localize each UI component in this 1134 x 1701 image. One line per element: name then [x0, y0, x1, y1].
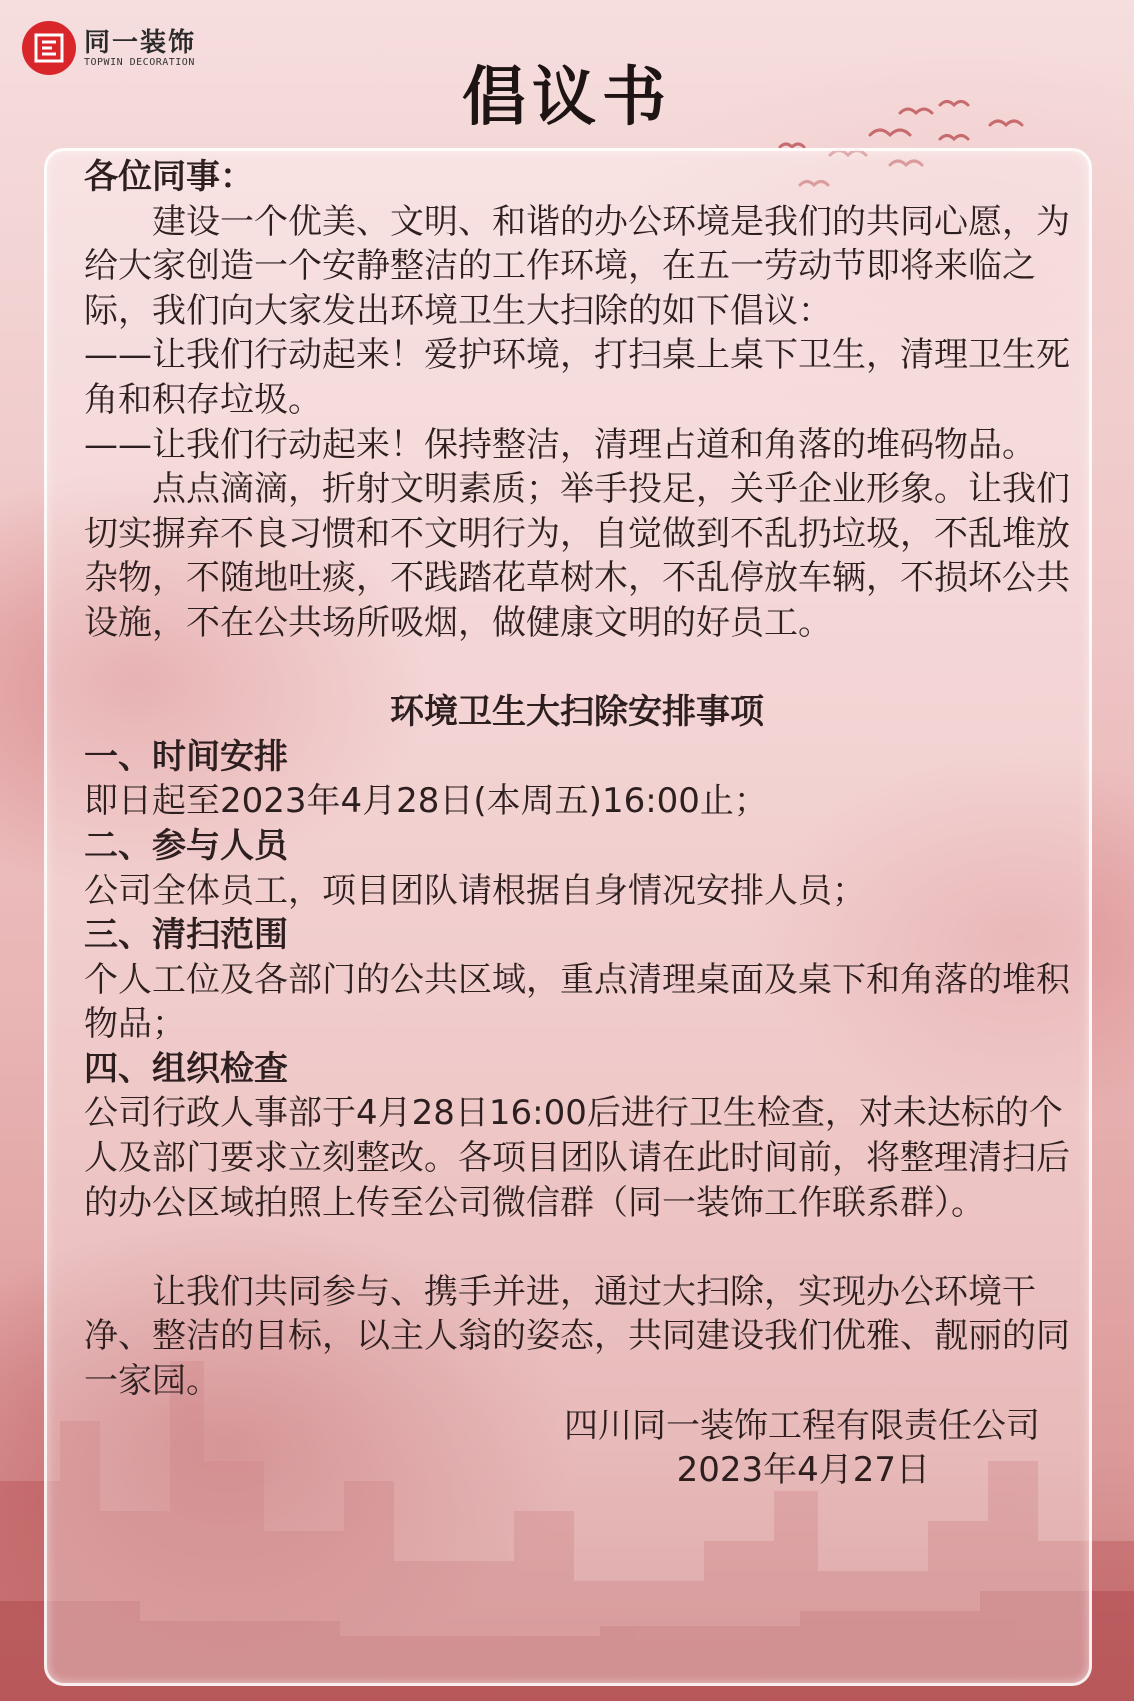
signature-date: 2023年4月27日 — [676, 1450, 930, 1491]
logo-name-en: TOPWIN DECORATION — [84, 56, 195, 68]
document-body — [84, 155, 1070, 1493]
section-heading-time: 一、时间安排 — [84, 736, 288, 777]
logo-name-cn: 同一装饰 — [84, 27, 197, 58]
arrangement-title: 环境卫生大扫除安排事项 — [390, 692, 764, 733]
greeting: 各位同事： — [84, 157, 254, 197]
signature-company: 四川同一装饰工程有限责任公司 — [564, 1405, 1040, 1446]
section-text-participants: 公司全体员工，项目团队请根据自身情况安排人员； — [84, 870, 866, 911]
section-heading-inspection: 四、组织检查 — [84, 1048, 288, 1089]
section-text-inspection: 公司行政人事部于4月28日16:00后进行卫生检查，对未达标的个人及部门要求立刻整改。各项目团队请在此时间前，将整理清扫后的办公区域拍照上传至公司微信群（同一装饰工作联系群）。 — [84, 1093, 1070, 1223]
appeal-paragraph: 点点滴滴，折射文明素质；举手投足，关乎企业形象。让我们切实摒弃不良习惯和不文明行为，自觉做到不乱扔垃圾，不乱堆放杂物，不随地吐痰，不践踏花草树木，不乱停放车辆，不损坏公共设施，不在公共场所吸烟，做健康文明的好员工。 — [84, 469, 1070, 643]
section-heading-scope: 三、清扫范围 — [84, 915, 288, 956]
section-heading-participants: 二、参与人员 — [84, 825, 288, 866]
proposal-2: ——让我们行动起来！保持整洁，清理占道和角落的堆码物品。 — [84, 424, 1036, 465]
section-text-scope: 个人工位及各部门的公共区域，重点清理桌面及桌下和角落的堆积物品； — [84, 959, 1070, 1045]
proposal-1: ——让我们行动起来！爱护环境，打扫桌上桌下卫生，清理卫生死角和积存垃圾。 — [84, 335, 1070, 420]
intro-paragraph: 建设一个优美、文明、和谐的办公环境是我们的共同心愿，为给大家创造一个安静整洁的工作环境，在五一劳动节即将来临之际，我们向大家发出环境卫生大扫除的如下倡议： — [84, 201, 1070, 331]
section-text-time: 即日起至2023年4月28日(本周五)16:00止； — [84, 781, 768, 822]
closing-paragraph: 让我们共同参与、携手并进，通过大扫除，实现办公环境干净、整洁的目标，以主人翁的姿态，共同建设我们优雅、靓丽的同一家园。 — [84, 1271, 1070, 1402]
page-title: 倡议书 — [462, 61, 672, 135]
